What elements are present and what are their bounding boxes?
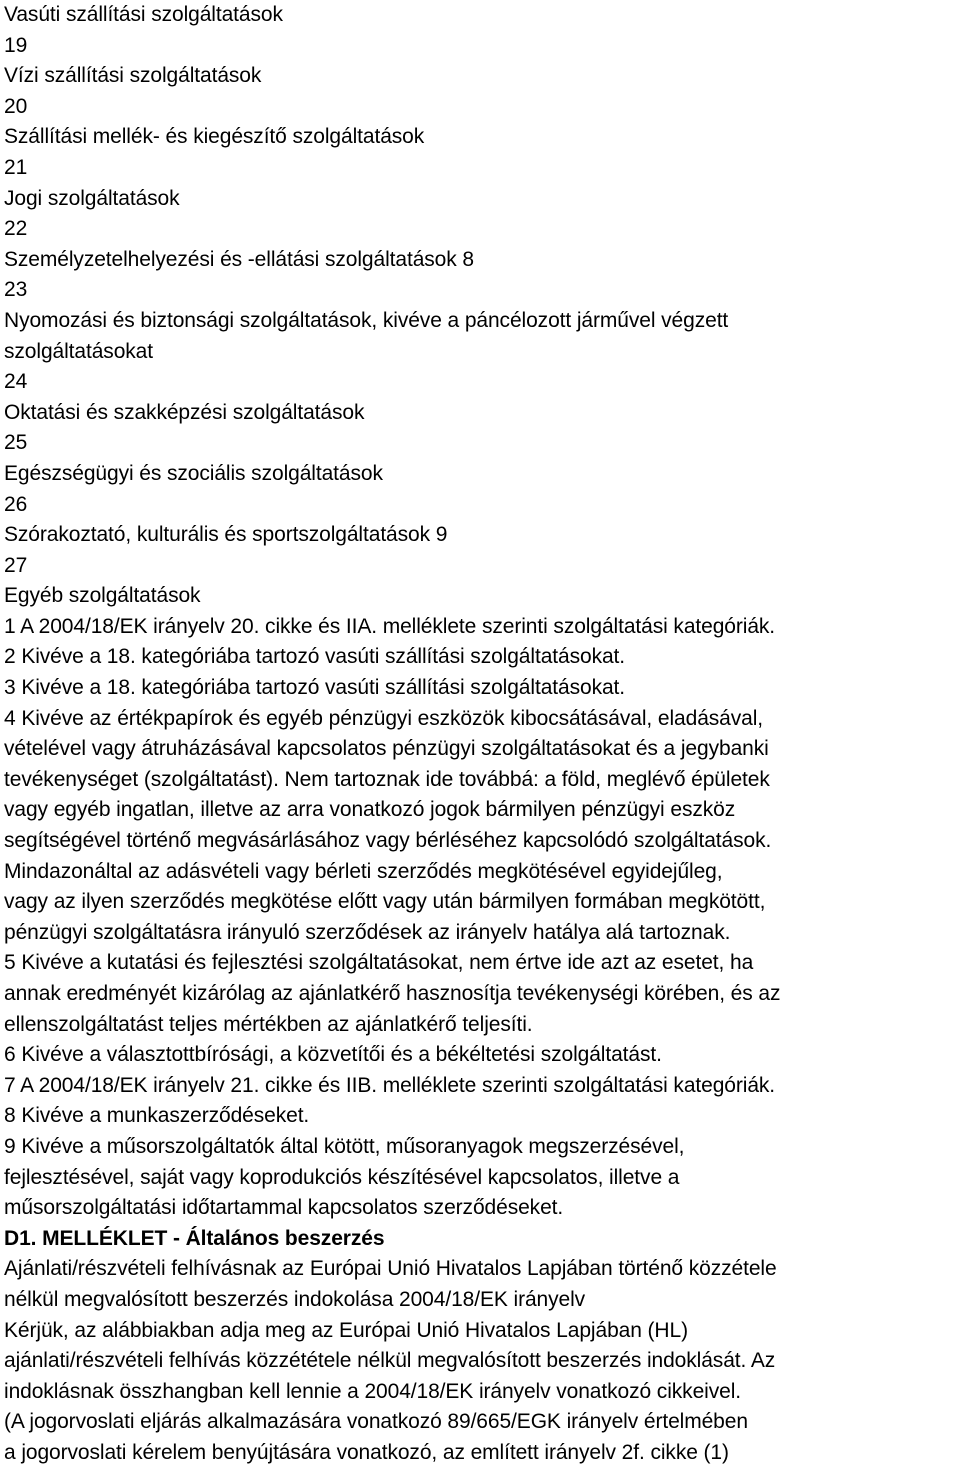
text-line: Szállítási mellék- és kiegészítő szolgáltatások <box>4 125 425 149</box>
footnote-line: Mindazonáltal az adásvételi vagy bérleti szerződés megkötésével egyidejűleg, <box>4 859 723 883</box>
footnote-line: tevékenységet (szolgáltatást). Nem tartoznak ide továbbá: a föld, meglévő épületek <box>4 767 770 791</box>
footnote-line: segítségével történő megvásárlásához vagy bérléséhez kapcsolódó szolgáltatások. <box>4 829 772 853</box>
footnote-line: 9 Kivéve a műsorszolgáltatók által kötött, műsoranyagok megszerzésével, <box>4 1134 685 1158</box>
text-line: Szórakoztató, kulturális és sportszolgáltatások 9 <box>4 523 448 547</box>
body-line: (A jogorvoslati eljárás alkalmazására vonatkozó 89/665/EGK irányelv értelmében <box>4 1410 748 1434</box>
body-line: a jogorvoslati kérelem benyújtására vonatkozó, az említett irányelv 2f. cikke (1) <box>4 1440 729 1464</box>
text-line: Jogi szolgáltatások <box>4 186 180 210</box>
footnote-line: annak eredményét kizárólag az ajánlatkérő hasznosítja tevékenységi körében, és az <box>4 982 781 1005</box>
footnote-line: műsorszolgáltatási időtartammal kapcsolatos szerződéseket. <box>4 1196 564 1220</box>
text-line: Személyzetelhelyezési és -ellátási szolgáltatások 8 <box>4 247 474 271</box>
category-number: 20 <box>4 94 28 118</box>
footnote-line: fejlesztésével, saját vagy koprodukciós készítésével kapcsolatos, illetve a <box>4 1165 680 1189</box>
body-line: indoklásnak összhangban kell lennie a 2004/18/EK irányelv vonatkozó cikkeivel. <box>4 1379 741 1403</box>
body-line: Kérjük, az alábbiakban adja meg az Európai Unió Hivatalos Lapjában (HL) <box>4 1318 688 1342</box>
document-page <box>4 0 958 1469</box>
text-line: Vízi szállítási szolgáltatások <box>4 64 262 88</box>
text-line: Egészségügyi és szociális szolgáltatások <box>4 461 383 485</box>
body-line: Ajánlati/részvételi felhívásnak az Európai Unió Hivatalos Lapjában történő közzétele <box>4 1257 777 1281</box>
text-line: Egyéb szolgáltatások <box>4 584 201 608</box>
text-line: Oktatási és szakképzési szolgáltatások <box>4 400 365 424</box>
footnote-line: 3 Kivéve a 18. kategóriába tartozó vasúti szállítási szolgáltatásokat. <box>4 676 626 700</box>
category-number: 23 <box>4 278 28 302</box>
section-heading: D1. MELLÉKLET - Általános beszerzés <box>4 1226 385 1250</box>
category-number: 25 <box>4 431 28 455</box>
body-line: ajánlati/részvételi felhívás közzététele nélkül megvalósított beszerzés indoklását. Az <box>4 1349 776 1373</box>
footnote-line: 4 Kivéve az értékpapírok és egyéb pénzügyi eszközök kibocsátásával, eladásával, <box>4 706 764 730</box>
text-line: Vasúti szállítási szolgáltatások <box>4 3 283 26</box>
text-line: Nyomozási és biztonsági szolgáltatások, kivéve a páncélozott járművel végzett <box>4 308 729 332</box>
footnote-line: vagy az ilyen szerződés megkötése előtt vagy után bármilyen formában megkötött, <box>4 890 766 914</box>
category-number: 22 <box>4 217 28 241</box>
footnote-line: ellenszolgáltatást teljes mértékben az ajánlatkérő teljesíti. <box>4 1012 533 1036</box>
footnote-line: pénzügyi szolgáltatásra irányuló szerződések az irányelv hatálya alá tartoznak. <box>4 920 731 944</box>
text-line: szolgáltatásokat <box>4 339 153 363</box>
footnote-line: 7 A 2004/18/EK irányelv 21. cikke és IIB. melléklete szerinti szolgáltatási kategóriák. <box>4 1073 776 1097</box>
body-line: nélkül megvalósított beszerzés indokolása 2004/18/EK irányelv <box>4 1287 586 1311</box>
footnote-line: vételével vagy átruházásával kapcsolatos pénzügyi szolgáltatásokat és a jegybanki <box>4 737 769 761</box>
category-number: 19 <box>4 33 28 57</box>
footnote-line: 2 Kivéve a 18. kategóriába tartozó vasúti szállítási szolgáltatásokat. <box>4 645 626 669</box>
footnote-line: 6 Kivéve a választottbírósági, a közvetítői és a békéltetési szolgáltatást. <box>4 1043 662 1067</box>
category-number: 21 <box>4 155 28 179</box>
category-number: 26 <box>4 492 28 516</box>
category-number: 27 <box>4 553 28 577</box>
footnote-line: 5 Kivéve a kutatási és fejlesztési szolgáltatásokat, nem értve ide azt az esetet, ha <box>4 951 754 975</box>
footnote-line: 1 A 2004/18/EK irányelv 20. cikke és IIA. melléklete szerinti szolgáltatási kategóriák. <box>4 614 776 638</box>
footnote-line: 8 Kivéve a munkaszerződéseket. <box>4 1104 310 1128</box>
footnote-line: vagy egyéb ingatlan, illetve az arra vonatkozó jogok bármilyen pénzügyi eszköz <box>4 798 736 822</box>
category-number: 24 <box>4 370 28 394</box>
